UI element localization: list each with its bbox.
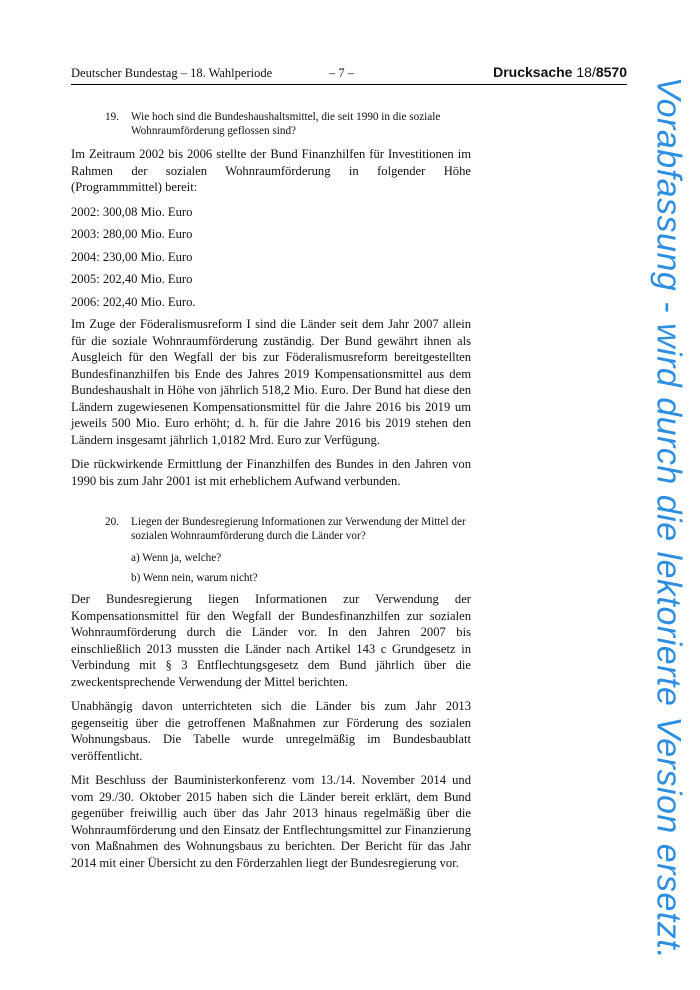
question-text: Liegen der Bundesregierung Informationen zur Verwendung der Mittel der sozialen Wohnraumförderung durch die Länder vor?	[131, 516, 466, 542]
answer-19-paragraph: Die rückwirkende Ermittlung der Finanzhilfen des Bundes in den Jahren von 1990 bis zum Jahr 2001 ist mit erheblichem Aufwand verbunden.	[71, 457, 471, 488]
funding-item: 2002: 300,08 Mio. Euro	[71, 204, 193, 219]
funding-item: 2004: 230,00 Mio. Euro	[71, 249, 193, 264]
document-number-prefix: 18/	[576, 64, 596, 80]
page-header	[71, 64, 627, 85]
funding-item: 2003: 280,00 Mio. Euro	[71, 227, 193, 241]
funding-item: 2005: 202,40 Mio. Euro	[71, 272, 193, 286]
answer-19-paragraph: Im Zuge der Föderalismusreform I sind die Länder seit dem Jahr 2007 allein für die soziale Wohnraumförderung zuständig. Der Bund gewährt ihnen als Ausgleich für den Wegfall der bis zur Föderalismusreform bereitgestellten Bundesfinanzhilfen bis Ende des Jahres 2019 Kompensationsmittel aus dem Bundeshaushalt in Höhe von jährlich 518,2 Mio. Euro. Der Bund hat diese den Ländern zugewiesenen Kompensationsmittel für die Jahre 2016 bis 2019 um jeweils 500 Mio. Euro erhöht; d. h. für die Jahre 2016 bis 2019 stehen den Ländern insgesamt jährlich 1,0182 Mrd. Euro zur Verfügung.	[71, 317, 471, 447]
document-number	[493, 64, 627, 80]
watermark-text: Vorabfassung - wird durch die lektorierte Version ersetzt.	[649, 76, 688, 960]
question-19	[105, 110, 471, 138]
sub-question-b: b) Wenn nein, warum nicht?	[131, 572, 258, 584]
question-number: 19.	[105, 111, 119, 123]
question-number: 20.	[105, 516, 119, 528]
page-number: – 7 –	[329, 66, 354, 80]
document-label: Drucksache	[493, 64, 573, 80]
sub-question-a: a) Wenn ja, welche?	[131, 552, 222, 564]
answer-20-paragraph: Der Bundesregierung liegen Informationen zur Verwendung der Kompensationsmittel für den Wegfall der Bundesfinanzhilfen zur sozialen Wohnraumförderung durch die Länder vor. In den Jahren 2007 bis einschließlich 2013 mussten die Länder nach Artikel 143 c Grundgesetz in Verbindung mit § 3 Entflechtungsgesetz dem Bund jährlich über die zweckentsprechende Verwendung der Mittel berichten.	[71, 592, 471, 689]
answer-20-paragraph: Unabhängig davon unterrichteten sich die Länder bis zum Jahr 2013 gegenseitig über die getroffenen Maßnahmen zur Förderung des sozialen Wohnungsbaus. Die Tabelle wurde unregelmäßig im Bundesbaublatt veröffentlicht.	[71, 699, 471, 763]
header-publication: Deutscher Bundestag – 18. Wahlperiode	[71, 66, 273, 80]
question-text: Wie hoch sind die Bundeshaushaltsmittel, die seit 1990 in die soziale Wohnraumförderung geflossen sind?	[131, 111, 441, 137]
question-20	[105, 515, 471, 543]
page-content	[71, 110, 471, 879]
section-gap	[71, 497, 471, 515]
answer-20-paragraph: Mit Beschluss der Bauministerkonferenz vom 13./14. November 2014 und vom 29./30. Oktober 2015 haben sich die Länder bereit erklärt, dem Bund gegenüber freiwillig auch über das Jahr 2013 hinaus regelmäßig über die Wohnraumförderung und den Einsatz der Entflechtungsmittel zur Finanzierung von Maßnahmen des Wohnungsbaus zu berichten. Der Bericht für das Jahr 2014 mit einer Übersicht zu den Förderzahlen liegt der Bundesregierung vor.	[71, 773, 471, 870]
funding-item: 2006: 202,40 Mio. Euro.	[71, 294, 196, 309]
answer-19-intro: Im Zeitraum 2002 bis 2006 stellte der Bund Finanzhilfen für Investitionen im Rahmen der sozialen Wohnraumförderung in folgender Höhe (Programmmittel) bereit:	[71, 147, 471, 194]
document-number-main: 8570	[595, 64, 627, 80]
